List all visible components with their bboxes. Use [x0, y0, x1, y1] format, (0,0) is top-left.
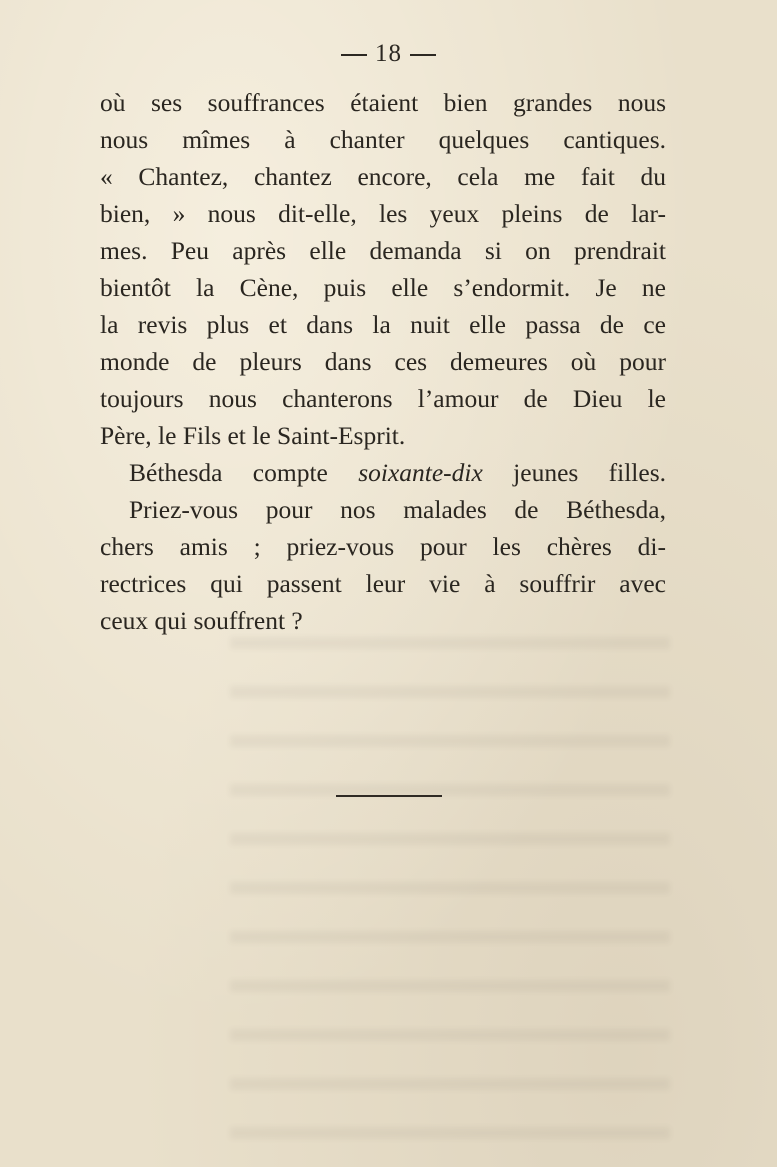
page-number-value: 18 — [375, 40, 402, 67]
text-line: rectrices qui passent leur vie à souffrir avec — [100, 569, 666, 598]
text-line: monde de pleurs dans ces demeures où pour — [100, 347, 666, 376]
text-line: où ses souffrances étaient bien grandes nous — [100, 88, 666, 117]
paragraph-1 — [100, 84, 666, 454]
text-line: chers amis ; priez-vous pour les chères di- — [100, 532, 666, 561]
section-divider-rule — [336, 795, 442, 797]
text-segment: jeunes filles. — [482, 458, 666, 487]
emphasized-text: soixante-dix — [358, 458, 483, 487]
page-number — [0, 40, 777, 68]
page-number-dash-right — [410, 54, 436, 56]
text-line — [100, 454, 666, 491]
paragraph-2 — [100, 454, 666, 491]
text-line: « Chantez, chantez encore, cela me fait du — [100, 162, 666, 191]
show-through-texture — [230, 600, 670, 1060]
text-line: mes. Peu après elle demanda si on prendrait — [100, 236, 666, 265]
text-line: nous mîmes à chanter quelques cantiques. — [100, 125, 666, 154]
page-number-dash-left — [341, 54, 367, 56]
text-line: Père, le Fils et le Saint-Esprit. — [100, 421, 406, 450]
text-line: la revis plus et dans la nuit elle passa de ce — [100, 310, 666, 339]
body-text — [100, 84, 666, 639]
text-line: Priez-vous pour nos malades de Béthesda, — [129, 495, 666, 524]
text-segment: Béthesda compte — [129, 458, 359, 487]
text-line: bientôt la Cène, puis elle s’endormit. Je ne — [100, 273, 666, 302]
paragraph-3 — [100, 491, 666, 639]
text-line: toujours nous chanterons l’amour de Dieu le — [100, 384, 666, 413]
text-line: bien, » nous dit-elle, les yeux pleins de lar- — [100, 199, 666, 228]
text-line: ceux qui souffrent ? — [100, 606, 303, 635]
